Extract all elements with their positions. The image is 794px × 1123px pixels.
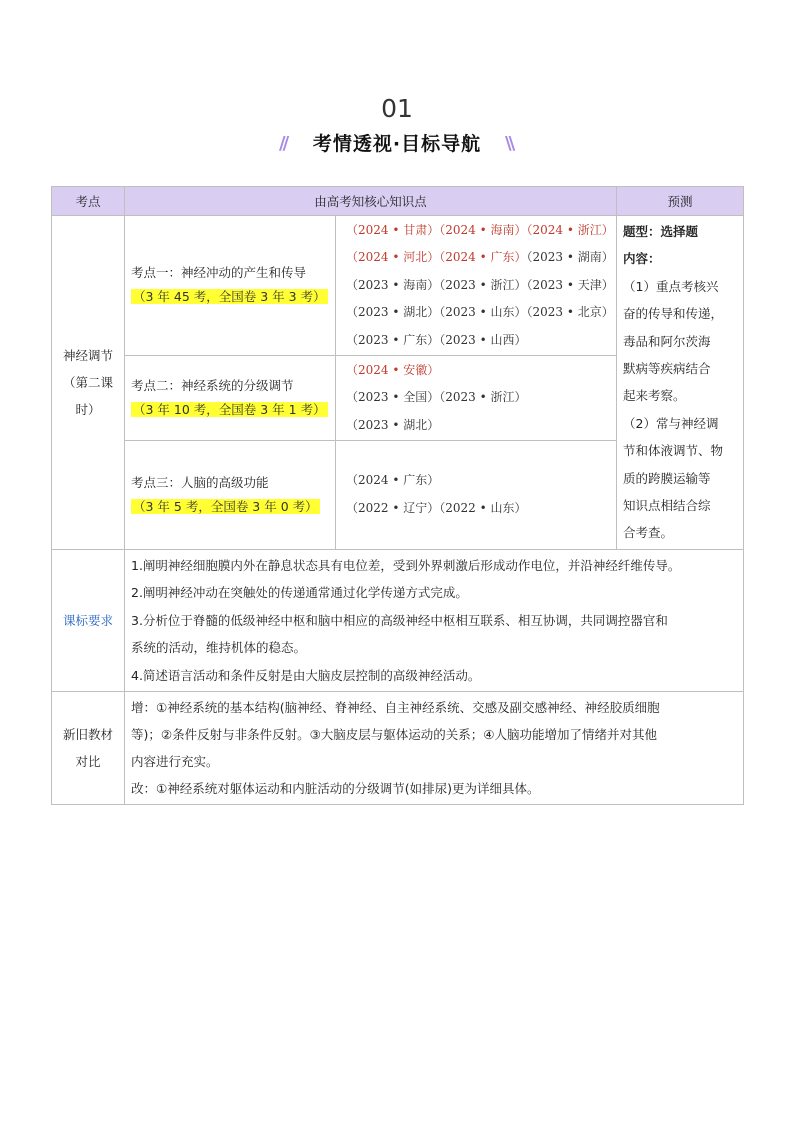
prediction-line: 起来考察。 [623,388,686,404]
section-title-banner [0,127,794,157]
exam-citation: （2024 • 河北） [346,250,440,265]
exam-citation: （2024 • 广东） [346,473,440,488]
comparison-cell [125,692,744,805]
citation-line [346,299,616,327]
comparison-line: 增：①神经系统的基本结构(脑神经、脊神经、自主神经系统、交感及副交感神经、神经胶质细胞 [131,700,660,716]
standard-item: 4.简述语言活动和条件反射是由大脑皮层控制的高级神经活动。 [131,667,481,683]
exam-citation: （2024 • 甘肃） [346,222,440,237]
table-row [52,549,744,692]
comparison-label [52,692,125,805]
point-stat: （3 年 5 考，全国卷 3 年 0 考） [133,498,318,514]
citation-line [346,495,616,523]
prediction-line: 默病等疾病结合 [623,361,711,377]
header-topic: 考点 [52,187,125,216]
comparison-label-line: 新旧教材 [62,727,113,743]
point-name: 考点二：神经系统的分级调节 [131,377,294,393]
standard-item: 系统的活动，维持机体的稳态。 [131,640,307,656]
point-name: 考点三：人脑的高级功能 [131,474,269,490]
exam-citation: （2023 • 浙江） [439,277,527,292]
citation-line [346,412,616,440]
prediction-line: 毒品和阿尔茨海 [623,333,711,349]
comparison-line: 内容进行充实。 [131,754,219,770]
table-header-row [52,187,744,216]
citation-line [346,384,616,412]
years-cell [336,355,617,440]
citation-line [346,217,616,245]
deco-slash-right: \\ [505,133,513,154]
standard-item: 2.阐明神经冲动在突触处的传递通常通过化学传递方式完成。 [131,585,468,601]
standards-cell [125,549,744,692]
citation-line [346,357,616,385]
exam-citation: （2023 • 湖北） [346,417,440,432]
prediction-cell [617,216,744,550]
prediction-line: 知识点相结合综 [623,498,711,514]
exam-citation: （2023 • 广东） [346,332,440,347]
deco-slash-left: // [279,133,287,154]
exam-citation: （2023 • 湖北） [346,305,440,320]
years-cell [336,216,617,356]
section-title: 考情透视·目标导航 [312,133,482,155]
prediction-lines [623,273,737,547]
question-type: 题型：选择题 [623,224,699,239]
point-stat: （3 年 45 考，全国卷 3 年 3 考） [133,289,326,305]
years-cell [336,440,617,549]
point-cell [125,440,336,549]
exam-citation: （2023 • 山东） [439,305,527,320]
exam-analysis-table [51,186,744,805]
content-label: 内容： [623,251,661,267]
prediction-line: 奋的传导和传递， [623,306,724,322]
exam-citation: （2024 • 浙江） [526,222,614,237]
section-number [0,94,794,123]
point-cell [125,355,336,440]
prediction-line: 质的跨膜运输等 [623,470,711,486]
citation-line [346,327,616,355]
standard-item: 3.分析位于脊髓的低级神经中枢和脑中相应的高级神经中枢相互联系、相互协调，共同调控器官和 [131,612,668,628]
header-knowledge: 由高考知核心知识点 [125,187,617,216]
table-row [52,216,744,356]
citation-line [346,244,616,272]
exam-citation: （2023 • 全国） [346,390,440,405]
prediction-line: 合考查。 [623,525,674,541]
topic-line: （第二课 [62,374,113,390]
point-stat: （3 年 10 考，全国卷 3 年 1 考） [133,401,326,417]
exam-citation: （2023 • 天津） [526,277,614,292]
comparison-label-line: 对比 [75,754,101,770]
topic-line: 神经调节 [62,347,113,363]
citation-line [346,467,616,495]
exam-citation: （2023 • 浙江） [439,390,527,405]
exam-citation: （2024 • 安徽） [346,362,440,377]
topic-cell [52,216,125,550]
prediction-line: （1）重点考核兴 [623,278,719,294]
section-number-text: 01 [381,94,413,123]
exam-citation: （2023 • 山西） [439,332,527,347]
topic-line: 时） [75,401,101,417]
prediction-line: （2）常与神经调 [623,415,719,431]
exam-citation: （2022 • 辽宁） [346,500,440,515]
standard-item: 1.阐明神经细胞膜内外在静息状态具有电位差，受到外界刺激后形成动作电位，并沿神经纤维传导。 [131,557,681,573]
standards-label: 课标要求 [52,549,125,692]
exam-citation: （2023 • 北京） [526,305,614,320]
point-cell [125,216,336,356]
prediction-line: 节和体液调节、物 [623,443,724,459]
table-row [52,692,744,805]
exam-citation: （2023 • 海南） [346,277,440,292]
exam-citation: （2024 • 海南） [439,222,527,237]
citation-line [346,272,616,300]
comparison-line: 等)；②条件反射与非条件反射。③大脑皮层与躯体运动的关系；④人脑功能增加了情绪并对其他 [131,727,657,743]
point-name: 考点一：神经冲动的产生和传导 [131,265,307,281]
header-prediction: 预测 [617,187,744,216]
comparison-line: 改：①神经系统对躯体运动和内脏活动的分级调节(如排尿)更为详细具体。 [131,781,540,797]
exam-citation: （2022 • 山东） [439,500,527,515]
exam-citation: （2024 • 广东） [439,250,527,265]
exam-citation: （2023 • 湖南） [526,250,614,265]
